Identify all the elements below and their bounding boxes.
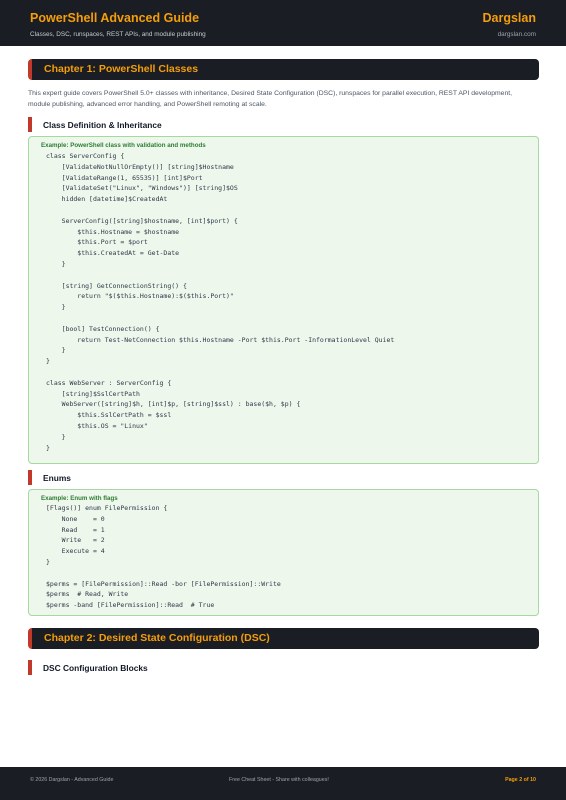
chapter-1-heading (28, 59, 539, 80)
code-example-label: Example: PowerShell class with validation and methods (41, 142, 206, 149)
brand-name: Dargslan (482, 11, 536, 25)
code-example-enums (28, 489, 539, 616)
guide-title: PowerShell Advanced Guide (30, 11, 200, 25)
section-title: DSC Configuration Blocks (43, 663, 148, 673)
chapter-1-title: Chapter 1: PowerShell Classes (44, 63, 199, 75)
page-header (0, 0, 566, 46)
code-block: class ServerConfig { [ValidateNotNullOrEmpty()] [string]$Hostname [ValidateRange(1, 65535)] [int]$Port [ValidateSet("Linux", "Windows")] [string]$OS hidden [datetime]$CreatedAt ServerConfig([string]$hostname, [int]$port) { $this.Hostname = $hostname $this.Port = $port $this.CreatedAt = Get-Date } [string] GetConnectionString() { return "$($this.Hostname):$($this.Port)" } [bool] TestConnection() { return Test-NetConnection $this.Hostname -Port $this.Port -InformationLevel Quiet } } class WebServer : ServerConfig { [string]$SslCertPath WebServer([string]$h, [int]$p, [string]$ssl) : base($h, $p) { $this.SslCertPath = $ssl $this.OS = "Linux" } } (46, 152, 395, 452)
section-title: Enums (43, 473, 71, 483)
code-block: [Flags()] enum FilePermission { None = 0 Read = 1 Write = 2 Execute = 4 } $perms = [FilePermission]::Read -bor [FilePermission]::Write $perms # Read, Write $perms -band [FilePermission]::Read # True (46, 504, 281, 610)
section-dsc-configuration (28, 660, 148, 675)
page-footer (0, 767, 566, 800)
page-number: Page 2 of 10 (505, 777, 536, 783)
footer-share-note: Free Cheat Sheet - Share with colleagues! (229, 777, 329, 783)
intro-paragraph: This expert guide covers PowerShell 5.0+ classes with inheritance, Desired State Configuration (DSC), runspaces for parallel execution, REST API development, module publishing, advanced error handling, and PowerShell remoting at scale. (28, 90, 513, 108)
section-title: Class Definition & Inheritance (43, 120, 162, 130)
code-example-classes (28, 136, 539, 464)
guide-subtitle: Classes, DSC, runspaces, REST APIs, and module publishing (30, 31, 206, 38)
chapter-2-title: Chapter 2: Desired State Configuration (DSC) (44, 632, 270, 644)
footer-copyright: © 2026 Dargslan - Advanced Guide (30, 777, 114, 783)
site-url: dargslan.com (497, 31, 536, 38)
section-class-definition (28, 117, 162, 132)
code-example-label: Example: Enum with flags (41, 495, 118, 502)
chapter-2-heading (28, 628, 539, 649)
section-enums (28, 470, 71, 485)
